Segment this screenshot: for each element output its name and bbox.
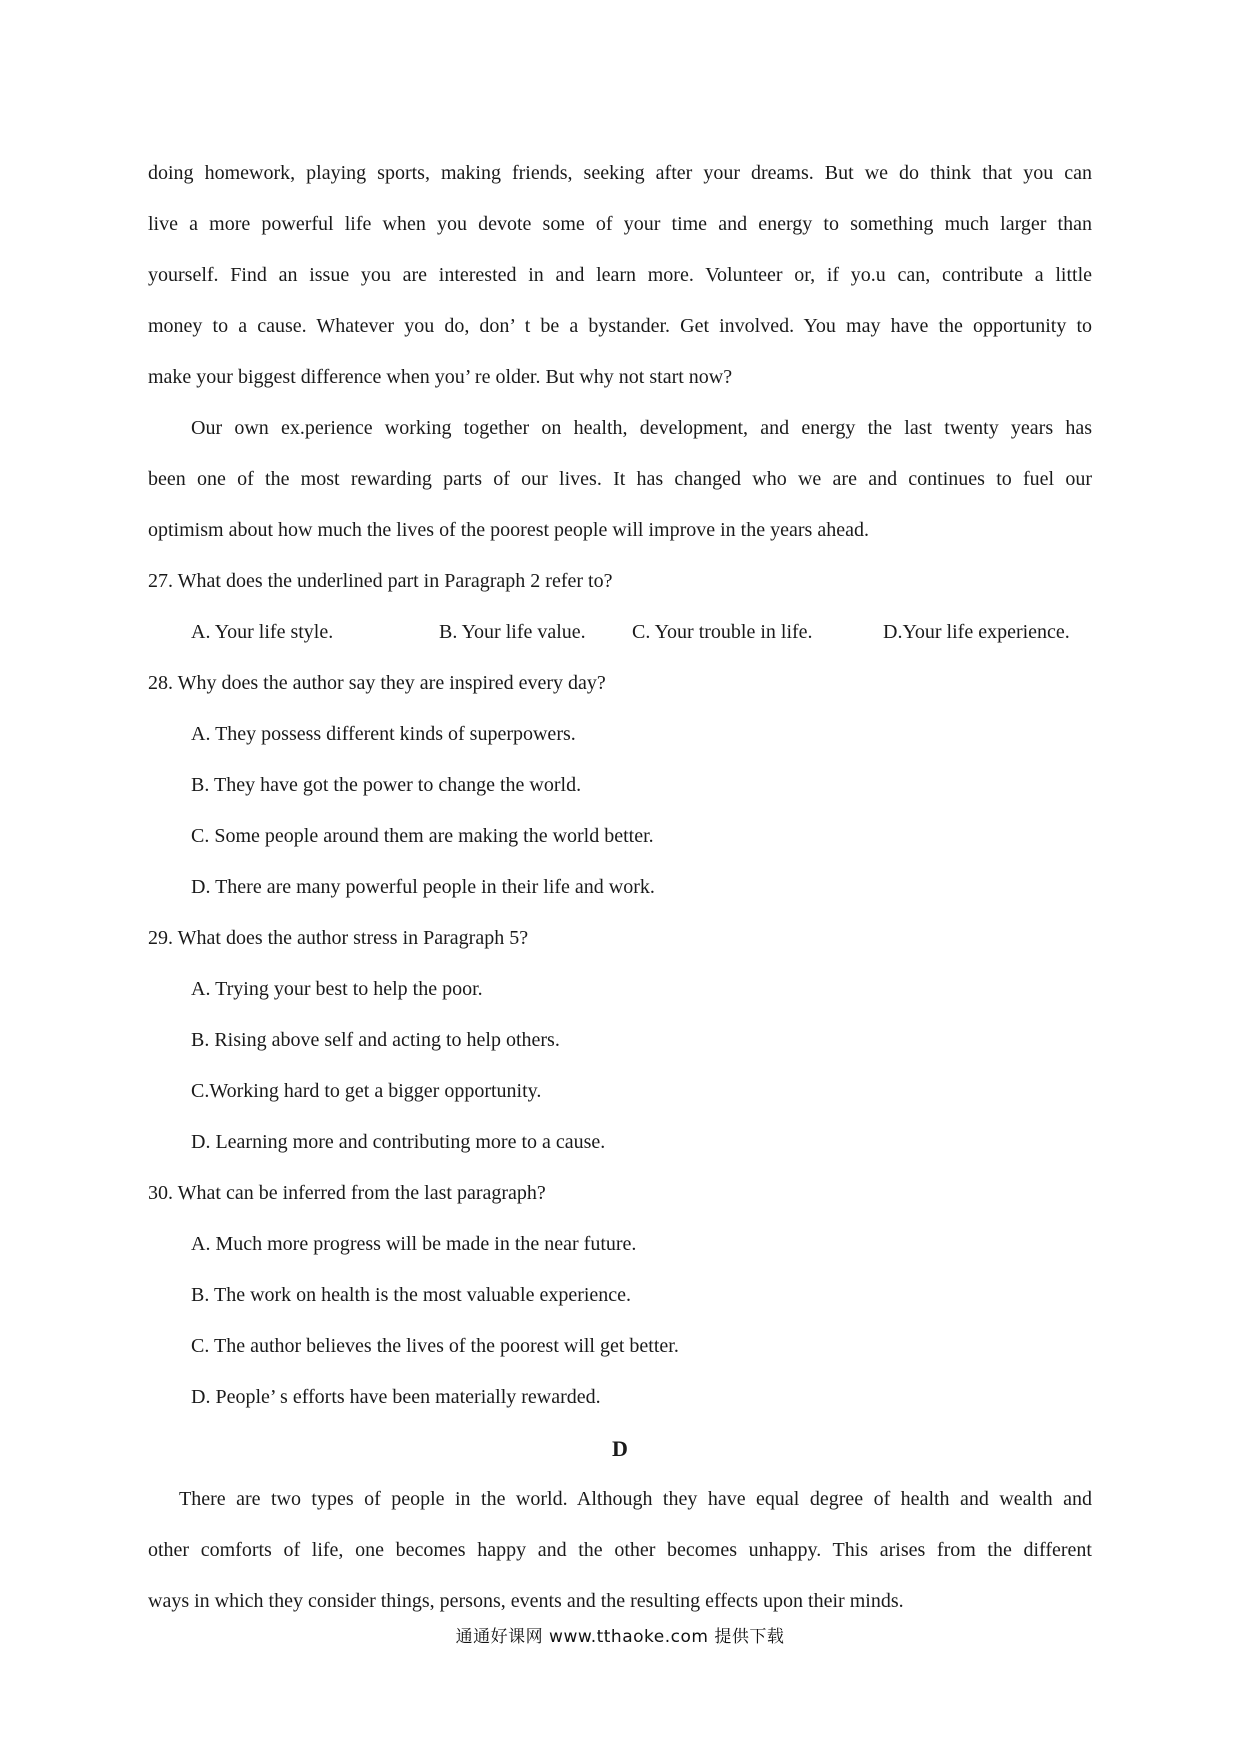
question-stem: 30. What can be inferred from the last paragraph? xyxy=(148,1182,546,1204)
option-d: D. People’ s efforts have been materially rewarded. xyxy=(191,1386,601,1408)
page-content xyxy=(148,148,1092,1627)
option-b: B. The work on health is the most valuable experience. xyxy=(191,1284,632,1306)
option-d: D. There are many powerful people in their life and work. xyxy=(191,876,655,898)
paragraph-line: ways in which they consider things, persons, events and the resulting effects upon their minds. xyxy=(148,1590,904,1612)
option-c: C. Your trouble in life. xyxy=(632,621,813,643)
option-row xyxy=(148,607,1092,658)
question-stem: 28. Why does the author say they are inspired every day? xyxy=(148,672,606,694)
question-30 xyxy=(148,1168,1092,1423)
question-stem: 29. What does the author stress in Paragraph 5? xyxy=(148,927,529,949)
page-footer: 通通好课网 www.tthaoke.com 提供下载 xyxy=(455,1627,785,1647)
option-a: A. Your life style. xyxy=(191,621,334,643)
passage-d-paragraph xyxy=(148,1474,1092,1627)
question-28 xyxy=(148,658,1092,913)
paragraph-line: live a more powerful life when you devote some of your time and energy to something much larger than xyxy=(148,213,1092,235)
option-a: A. Trying your best to help the poor. xyxy=(191,978,483,1000)
paragraph-line: Our own ex.perience working together on health, development, and energy the last twenty years has xyxy=(191,417,1092,439)
paragraph-line: doing homework, playing sports, making friends, seeking after your dreams. But we do think that you can xyxy=(148,162,1092,184)
paragraph-line: yourself. Find an issue you are interested in and learn more. Volunteer or, if yo.u can, contribute a little xyxy=(148,264,1092,286)
paragraph-line: There are two types of people in the world. Although they have equal degree of health and wealth and xyxy=(179,1488,1092,1510)
paragraph-line: been one of the most rewarding parts of our lives. It has changed who we are and continues to fuel our xyxy=(148,468,1092,490)
paragraph-line: other comforts of life, one becomes happy and the other becomes unhappy. This arises from the different xyxy=(148,1539,1092,1561)
passage-c-paragraph xyxy=(148,148,1092,403)
option-c: C. The author believes the lives of the poorest will get better. xyxy=(191,1335,679,1357)
question-29 xyxy=(148,913,1092,1168)
option-c: C.Working hard to get a bigger opportunity. xyxy=(191,1080,542,1102)
option-b: B. Rising above self and acting to help others. xyxy=(191,1029,560,1051)
option-a: A. They possess different kinds of superpowers. xyxy=(191,723,576,745)
passage-c-last-paragraph xyxy=(148,403,1092,556)
question-stem: 27. What does the underlined part in Paragraph 2 refer to? xyxy=(148,570,613,592)
section-heading: D xyxy=(612,1436,628,1461)
paragraph-line: money to a cause. Whatever you do, don’ t be a bystander. Get involved. You may have the opportunity to xyxy=(148,315,1092,337)
option-a: A. Much more progress will be made in the near future. xyxy=(191,1233,637,1255)
option-b: B. They have got the power to change the world. xyxy=(191,774,582,796)
question-27 xyxy=(148,556,1092,658)
option-c: C. Some people around them are making the world better. xyxy=(191,825,654,847)
option-b: B. Your life value. xyxy=(439,621,586,643)
paragraph-line: make your biggest difference when you’ re older. But why not start now? xyxy=(148,366,733,388)
option-d: D.Your life experience. xyxy=(883,621,1070,643)
paragraph-line: optimism about how much the lives of the poorest people will improve in the years ahead. xyxy=(148,519,869,541)
option-d: D. Learning more and contributing more to a cause. xyxy=(191,1131,606,1153)
